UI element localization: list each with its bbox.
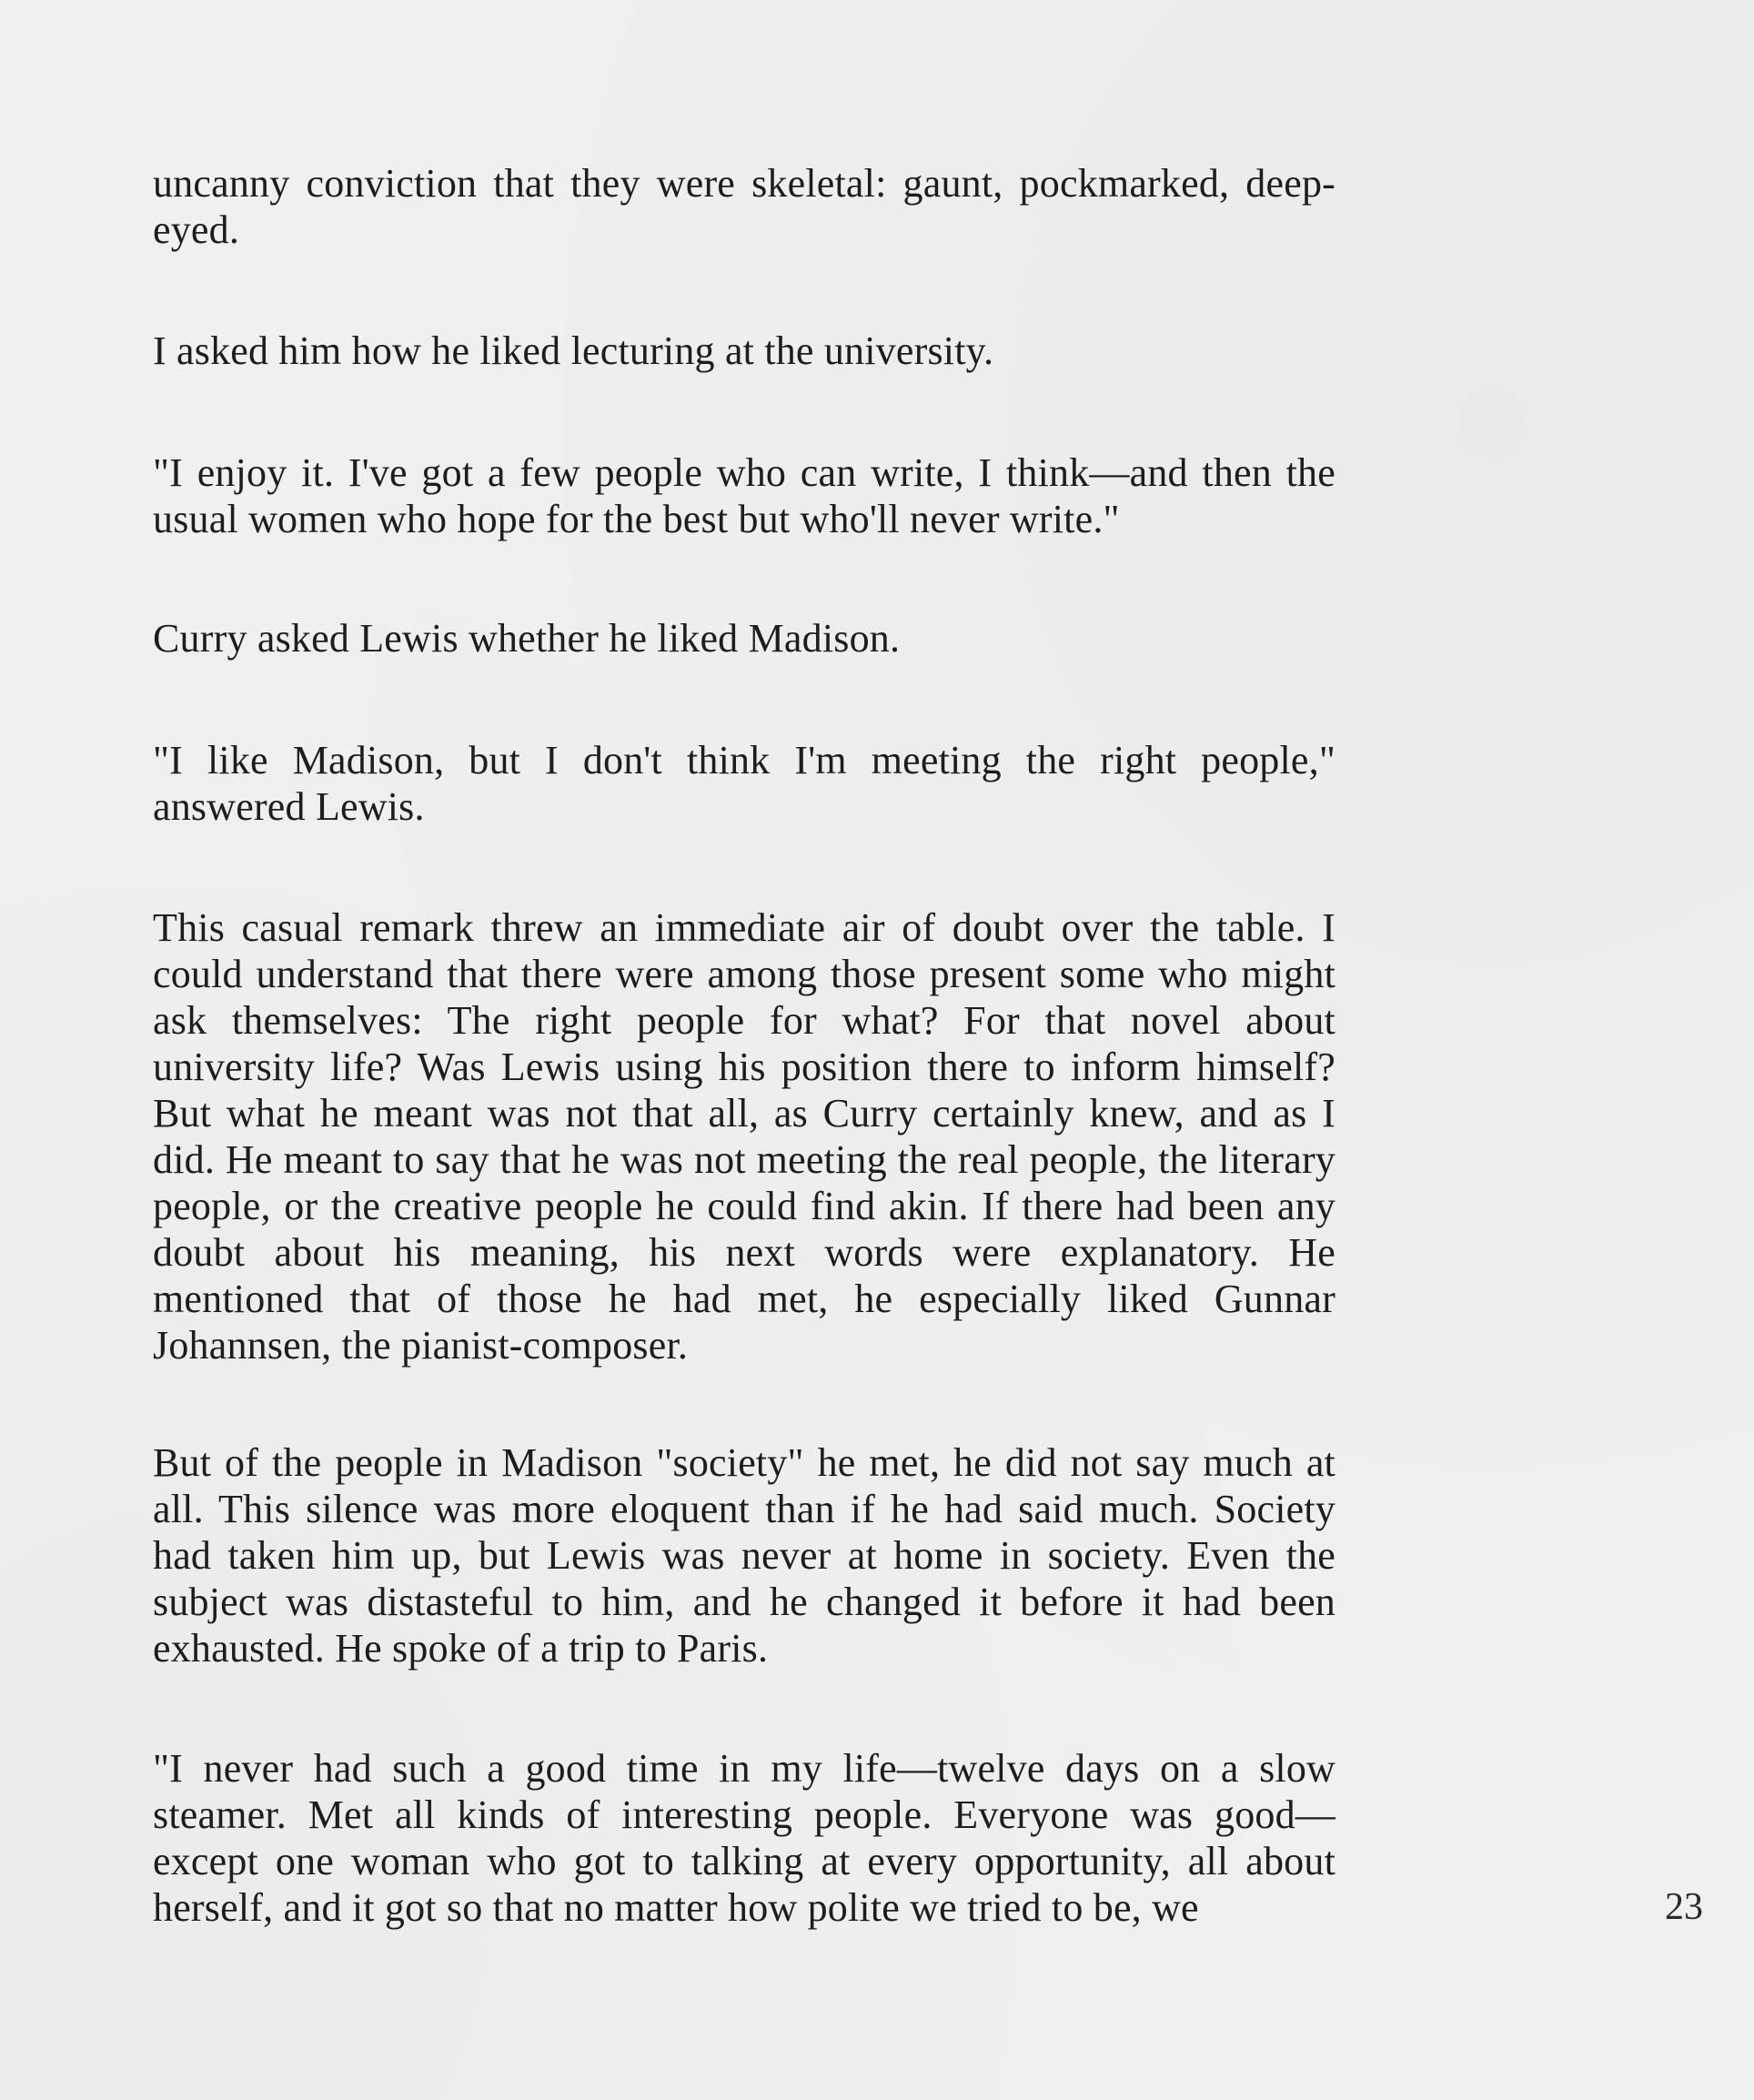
paragraph-1: uncanny conviction that they were skeletal: gaunt, pockmarked, deep-eyed. bbox=[153, 161, 1336, 252]
paragraph-7: But of the people in Madison "society" he met, he did not say much at all. This silence was more eloquent than if he had said much. Society had taken him up, but Lewis was never at home in society. Even the subject was distasteful to him, and he changed it before it had been exhausted. He spoke of a trip to Paris. bbox=[153, 1440, 1336, 1671]
paragraph-8: "I never had such a good time in my life—twelve days on a slow steamer. Met all kinds of interesting people. Everyone was good—except one woman who got to talking at every opportunity, all about herself, and it got so that no matter how polite we tried to be, we bbox=[153, 1746, 1336, 1930]
paragraph-3: "I enjoy it. I've got a few people who can write, I think—and then the usual women who hope for the best but who'll never write." bbox=[153, 450, 1336, 541]
paragraph-4: Curry asked Lewis whether he liked Madison. bbox=[153, 616, 901, 661]
paragraph-6: This casual remark threw an immediate air of doubt over the table. I could understand that there were among those present some who might ask themselves: The right people for what? For that novel about university life? Was Lewis using his position there to inform himself? But what he meant was not that all, as Curry certainly knew, and as I did. He meant to say that he was not meeting the real people, the literary people, or the creative people he could find akin. If there had been any doubt about his meaning, his next words were explanatory. He mentioned that of those he had met, he especially liked Gunnar Johannsen, the pianist-composer. bbox=[153, 905, 1336, 1368]
paragraph-2: I asked him how he liked lecturing at the university. bbox=[153, 328, 994, 373]
page-number: 23 bbox=[1665, 1886, 1703, 1928]
paragraph-5: "I like Madison, but I don't think I'm meeting the right people," answered Lewis. bbox=[153, 738, 1336, 829]
